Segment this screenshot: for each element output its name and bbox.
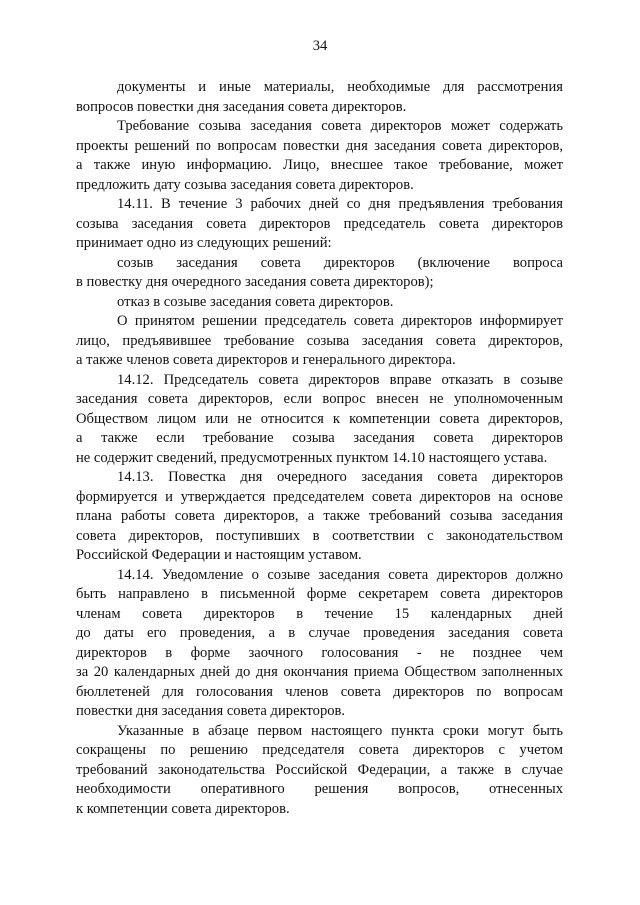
paragraph xyxy=(76,722,563,820)
text-line: предложить дату созыва заседания совета директоров. xyxy=(76,176,414,193)
text-line: лицо, предъявившее требование созыва заседания совета директоров, xyxy=(76,332,563,349)
text-line: 14.13. Повестка дня очередного заседания совета директоров xyxy=(117,469,563,485)
text-line: а также членов совета директоров и генерального директора. xyxy=(76,352,456,368)
text-line: 14.11. В течение 3 рабочих дней со дня предъявления требования xyxy=(117,196,563,212)
text-line: бюллетеней для голосования членов совета директоров по вопросам xyxy=(76,683,563,700)
paragraph xyxy=(76,293,563,313)
document-body xyxy=(76,78,563,819)
text-line: сокращены по решению председателя совета директоров с учетом xyxy=(76,742,563,758)
paragraph-14-14 xyxy=(76,566,563,722)
text-line: не содержит сведений, предусмотренных пунктом 14.10 настоящего устава. xyxy=(76,449,548,466)
paragraph-14-12 xyxy=(76,371,563,469)
text-line: принимает одно из следующих решений: xyxy=(76,235,332,251)
paragraph xyxy=(76,312,563,371)
text-line: Российской Федерации и настоящим уставом. xyxy=(76,547,362,563)
text-line: членам совета директоров в течение 15 календарных дней xyxy=(76,605,563,622)
text-line: созыва заседания совета директоров председатель совета директоров xyxy=(76,215,563,232)
text-line: формируется и утверждается председателем совета директоров на основе xyxy=(76,488,563,505)
text-line: до даты его проведения, а в случае проведения заседания совета xyxy=(76,625,563,641)
text-line: необходимости оперативного решения вопросов, отнесенных xyxy=(76,781,563,797)
text-line: Требование созыва заседания совета директоров может содержать xyxy=(117,118,563,134)
text-line: совета директоров, поступивших в соответствии с законодательством xyxy=(76,527,563,544)
text-line: быть направлено в письменной форме секретарем совета директоров xyxy=(76,586,563,602)
text-line: проекты решений по вопросам повестки дня заседания совета директоров, xyxy=(76,137,563,154)
text-line: О принятом решении председатель совета директоров информирует xyxy=(117,313,563,329)
text-line: а также если требование созыва заседания совета директоров xyxy=(76,430,563,446)
text-line: заседания совета директоров, если вопрос внесен не уполномоченным xyxy=(76,391,563,407)
text-line: отказ в созыве заседания совета директоров. xyxy=(117,293,394,310)
text-line: 14.12. Председатель совета директоров вправе отказать в созыве xyxy=(117,371,563,388)
text-line: в повестку дня очередного заседания совета директоров); xyxy=(76,274,434,290)
text-line: Указанные в абзаце первом настоящего пункта сроки могут быть xyxy=(117,722,563,739)
text-line: а также иную информацию. Лицо, внесшее такое требование, может xyxy=(76,157,563,173)
page-number: 34 xyxy=(312,38,328,54)
text-line: документы и иные материалы, необходимые для рассмотрения xyxy=(117,79,563,95)
text-line: за 20 календарных дней до дня окончания приема Обществом заполненных xyxy=(76,664,563,680)
text-line: 14.14. Уведомление о созыве заседания совета директоров должно xyxy=(117,566,563,583)
text-line: директоров в форме заочного голосования - не позднее чем xyxy=(76,644,563,661)
text-line: к компетенции совета директоров. xyxy=(76,800,290,817)
text-line: требований законодательства Российской Федерации, а также в случае xyxy=(76,761,563,778)
text-line: вопросов повестки дня заседания совета директоров. xyxy=(76,98,407,115)
text-line: повестки дня заседания совета директоров. xyxy=(76,703,346,719)
paragraph-14-11 xyxy=(76,195,563,254)
text-line: Обществом лицом или не относится к компетенции совета директоров, xyxy=(76,410,563,427)
paragraph xyxy=(76,117,563,195)
text-line: плана работы совета директоров, а также требований созыва заседания xyxy=(76,508,563,524)
paragraph-14-13 xyxy=(76,468,563,566)
text-line: созыв заседания совета директоров (включение вопроса xyxy=(117,254,563,271)
paragraph xyxy=(76,78,563,117)
paragraph xyxy=(76,254,563,293)
